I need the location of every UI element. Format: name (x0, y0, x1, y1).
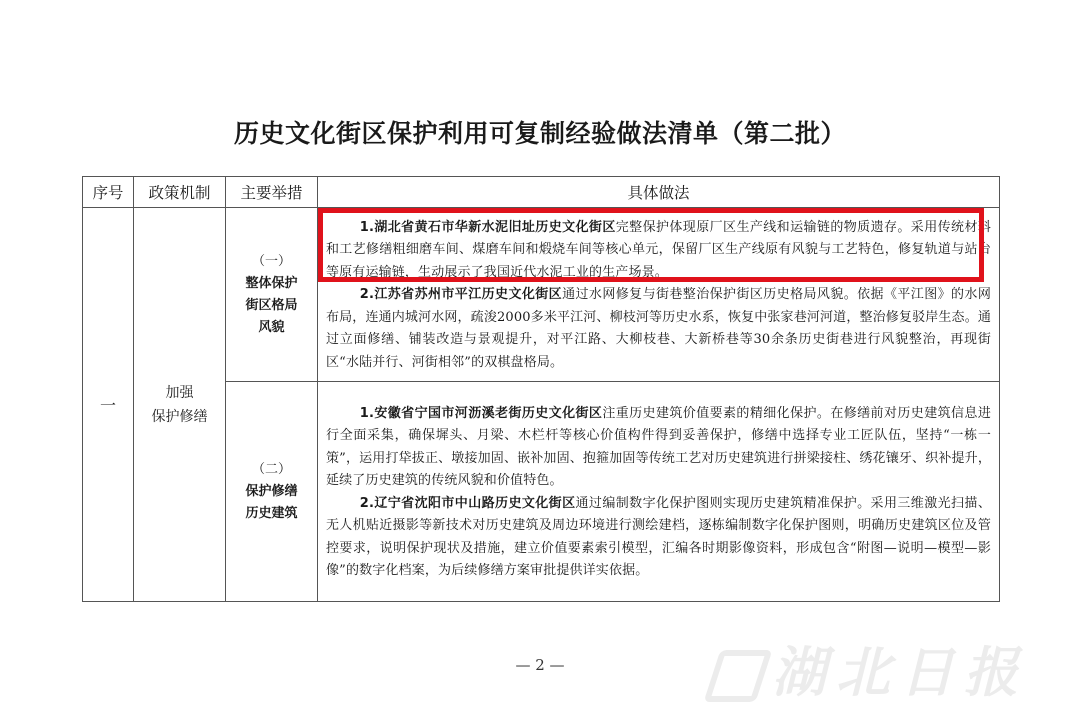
policy-line: 保护修缮 (151, 408, 208, 425)
header-number: 序号 (83, 177, 134, 208)
policy-line: 加强 (165, 384, 194, 401)
watermark (712, 630, 1052, 704)
practice-cell (318, 382, 1000, 602)
practice-item (326, 403, 991, 493)
measure-line: 整体保护 (245, 275, 298, 291)
document-title: 历史文化街区保护利用可复制经验做法清单（第二批） (233, 119, 846, 148)
measure-index: （一） (251, 253, 291, 269)
practice-item-lead: 1.湖北省黄石市华新水泥旧址历史文化街区 (359, 219, 616, 235)
hubei-daily-logo-icon (704, 650, 773, 702)
measure-line: 风貌 (258, 319, 285, 335)
practice-item-lead: 2.辽宁省沈阳市中山路历史文化街区 (359, 495, 576, 511)
practice-item-body: 通过水网修复与街巷整治保护街区历史格局风貌。依据《平江图》的水网布局，连通内城河水网，疏浚2000多米平江河、柳枝河等历史水系，恢复中张家巷河河道，整治修复驳岸生态。通过立面修缮、铺装改造与景观提升，对平江路、大柳枝巷、大新桥巷等30余条历史街巷进行风貌整治，再现街区“水陆并行、河街相邻”的双棋盘格局。 (326, 287, 991, 370)
practice-item-body: 通过编制数字化保护图则实现历史建筑精准保护。采用三维激光扫描、无人机贴近摄影等新技术对历史建筑及周边环境进行测绘建档，逐栋编制数字化保护图则，明确历史建筑区位及管控要求，说明保护现状及措施，建立价值要素索引模型，汇编各时期影像资料，形成包含“附图—说明—模型—影像”的数字化档案，为后续修缮方案审批提供详实依据。 (326, 495, 991, 578)
practice-item-body: 注重历史建筑价值要素的精细化保护。在修缮前对历史建筑信息进行全面采集，确保墀头、月梁、木栏杆等核心价值构件得到妥善保护，修缮中选择专业工匠队伍，坚持“一栋一策”，运用打牮拔正、墩接加固、嵌补加固、抱箍加固等传统工艺对历史建筑进行拼梁接柱、绣花镶牙、织补提升，延续了历史建筑的传统风貌和价值特色。 (326, 405, 991, 488)
table-row (83, 208, 1000, 382)
practice-item-lead: 2.江苏省苏州市平江历史文化街区 (359, 287, 563, 303)
measure-index: （二） (251, 461, 291, 477)
practice-item-lead: 1.安徽省宁国市河沥溪老街历史文化街区 (359, 405, 603, 421)
measure-line: 街区格局 (245, 297, 298, 313)
watermark-text: 湖北日报 (772, 641, 1028, 704)
practice-item (326, 284, 991, 374)
measure-cell (226, 382, 318, 602)
header-policy: 政策机制 (134, 177, 226, 208)
section-number: 一 (83, 208, 134, 602)
page-number: — 2 — (515, 656, 565, 674)
practice-item (326, 217, 991, 285)
header-measure: 主要举措 (226, 177, 318, 208)
header-practice: 具体做法 (318, 177, 1000, 208)
measure-line: 历史建筑 (245, 505, 298, 521)
table-header-row (83, 177, 1000, 208)
measure-cell (226, 208, 318, 382)
practice-cell (318, 208, 1000, 382)
practice-item-body: 完整保护体现原厂区生产线和运输链的物质遗存。采用传统材料和工艺修缮粗细磨车间、煤磨车间和煅烧车间等核心单元，保留厂区生产线原有风貌与工艺特色，修复轨道与站台等原有运输链，生动展示了我国近代水泥工业的生产场景。 (326, 219, 992, 280)
practice-item (326, 493, 991, 583)
policy-cell (134, 208, 226, 602)
experience-table (82, 176, 1000, 602)
measure-line: 保护修缮 (245, 483, 298, 499)
